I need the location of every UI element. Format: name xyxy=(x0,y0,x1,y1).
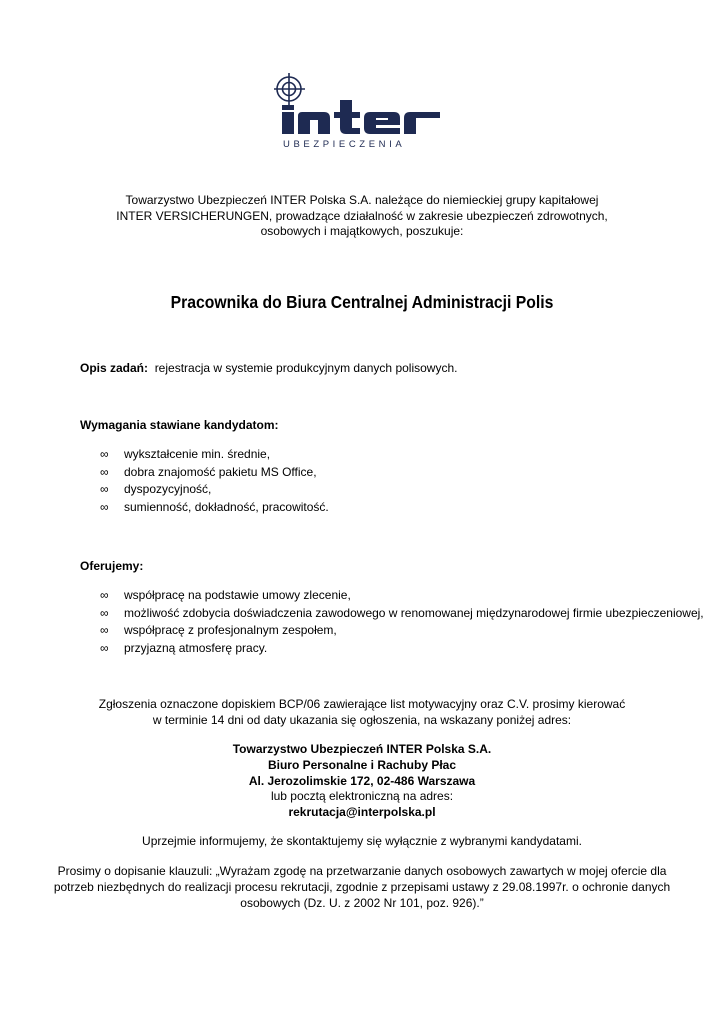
list-item: ∞ wykształcenie min. średnie, xyxy=(100,446,329,464)
infinity-bullet-icon: ∞ xyxy=(100,447,109,461)
requirements-heading: Wymagania stawiane kandydatom: xyxy=(80,418,279,432)
offer-list xyxy=(100,587,704,658)
clause-line: potrzeb niezbędnych do realizacji procesu rekrutacji, zgodnie z przepisami ustawy z 29.08.1997r. o ochronie danych xyxy=(53,879,671,894)
address-block xyxy=(0,742,724,821)
list-item: ∞ współpracę na podstawie umowy zlecenie, xyxy=(100,587,704,605)
intro-line: Towarzystwo Ubezpieczeń INTER Polska S.A. należące do niemieckiej grupy kapitałowej xyxy=(125,193,599,207)
list-item: ∞ współpracę z profesjonalnym zespołem, xyxy=(100,622,704,640)
intro-paragraph xyxy=(0,193,724,240)
infinity-bullet-icon: ∞ xyxy=(100,641,109,656)
infinity-bullet-icon: ∞ xyxy=(100,500,109,515)
address-email: rekrutacja@interpolska.pl xyxy=(288,805,436,820)
list-item: ∞ sumienność, dokładność, pracowitość. xyxy=(100,499,329,517)
application-paragraph xyxy=(0,697,724,729)
list-item: ∞ dobra znajomość pakietu MS Office, xyxy=(100,464,329,482)
infinity-bullet-icon: ∞ xyxy=(100,623,109,638)
notice-text: Uprzejmie informujemy, że skontaktujemy się wyłącznie z wybranymi kandydatami. xyxy=(142,834,582,848)
infinity-bullet-icon: ∞ xyxy=(100,605,109,620)
clause-line: osobowych (Dz. U. z 2002 Nr 101, poz. 926).” xyxy=(240,895,484,910)
list-item: ∞ przyjazną atmosferę pracy. xyxy=(100,640,704,658)
tasks-label: Opis zadań: xyxy=(80,361,149,375)
infinity-bullet-icon: ∞ xyxy=(100,464,109,479)
clause-paragraph xyxy=(0,864,724,911)
intro-line: INTER VERSICHERUNGEN, prowadzące działalność w zakresie ubezpieczeń zdrowotnych, xyxy=(116,208,608,223)
requirements-list xyxy=(100,446,329,517)
application-line: Zgłoszenia oznaczone dopiskiem BCP/06 zawierające list motywacyjny oraz C.V. prosimy kierować xyxy=(98,697,626,711)
job-title: Pracownika do Biura Centralnej Administracji Polis xyxy=(170,292,554,312)
offer-heading: Oferujemy: xyxy=(80,559,144,573)
address-email-intro: lub pocztą elektroniczną na adres: xyxy=(270,789,454,804)
infinity-bullet-icon: ∞ xyxy=(100,482,109,497)
globe-icon xyxy=(274,73,305,105)
address-company: Towarzystwo Ubezpieczeń INTER Polska S.A. xyxy=(232,742,492,756)
address-street: Al. Jerozolimskie 172, 02-486 Warszawa xyxy=(248,773,476,788)
brand-wordmark xyxy=(282,100,440,134)
application-line: w terminie 14 dni od daty ukazania się ogłoszenia, na wskazany poniżej adres: xyxy=(152,712,572,727)
logo-subtitle: UBEZPIECZENIA xyxy=(283,139,406,150)
address-department: Biuro Personalne i Rachuby Płac xyxy=(267,757,457,772)
intro-line: osobowych i majątkowych, poszukuje: xyxy=(260,224,464,238)
list-item: ∞ dyspozycyjność, xyxy=(100,481,329,499)
tasks-paragraph xyxy=(80,361,457,375)
tasks-text: rejestracja w systemie produkcyjnym danych polisowych. xyxy=(154,361,458,375)
list-item: ∞ możliwość zdobycia doświadczenia zawodowego w renomowanej międzynarodowej firmie ubezpieczeniowej, xyxy=(100,605,704,623)
clause-line: Prosimy o dopisanie klauzuli: „Wyrażam zgodę na przetwarzanie danych osobowych zawartych w mojej ofercie dla xyxy=(57,864,667,878)
infinity-bullet-icon: ∞ xyxy=(100,588,109,602)
